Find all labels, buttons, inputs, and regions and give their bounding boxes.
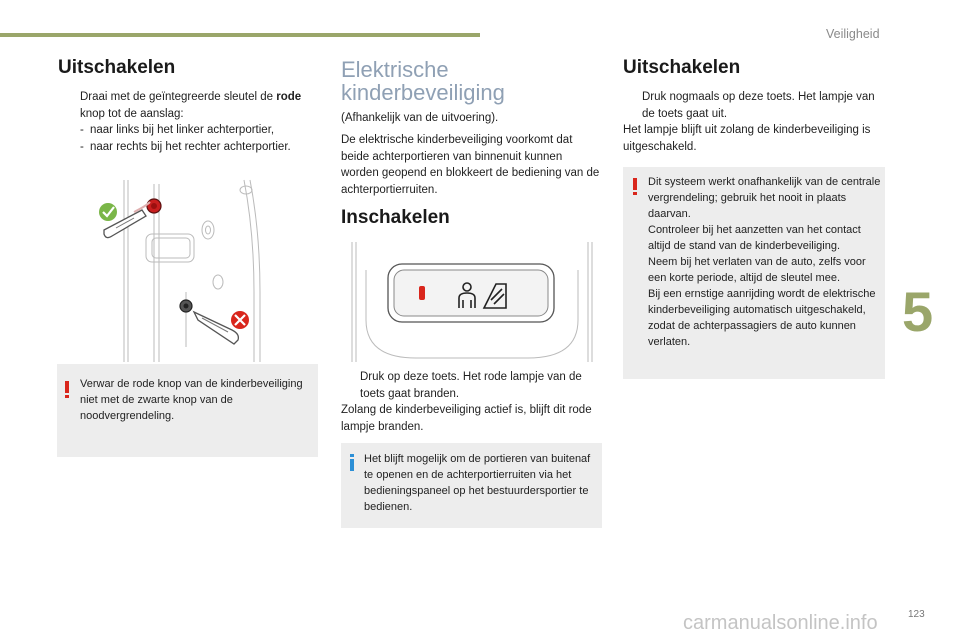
col2-info-box: [341, 443, 602, 528]
col3-after-step: Het lampje blijft uit zolang de kinderbeveiliging is uitgeschakeld.: [623, 124, 871, 153]
col1-step: Draai met de geïntegreerde sleutel de rode knop tot de aanslag: - naar links bij het linker achterportier, - naar rechts bij het rechter achterportier.: [61, 89, 319, 155]
check-icon: [99, 203, 117, 221]
col1-warning-box: [57, 364, 318, 457]
col3-warning-box: [623, 167, 885, 379]
col3-step: Druk nogmaals op deze toets. Het lampje van de toets gaat uit.: [642, 91, 875, 120]
col3-heading: Uitschakelen: [623, 57, 741, 78]
sub-item: - naar links bij het linker achterportier,: [80, 124, 275, 136]
warning-icon: [633, 178, 637, 195]
col2-after-step: Zolang de kinderbeveiliging actief is, blijft dit rode lampje branden.: [341, 404, 592, 433]
watermark: carmanualsonline.info: [683, 612, 878, 634]
col2-title: Elektrische kinderbeveiliging: [341, 57, 505, 105]
col3-warning-text: Dit systeem werkt onafhankelijk van de centrale vergrendeling; gebruik het nooit in plaats daarvan. Controleer bij het aanzetten van het contact altijd de stand van de kinderbeveiliging. Neem bij het verlaten van de auto, zelfs voor een korte periode, altijd de sleutel mee. Bij een ernstige aanrijding wordt de elektrische kinderbeveiliging automatisch uitgeschakeld, zodat de achterpassagiers de auto kunnen verlaten.: [648, 176, 881, 348]
col1-heading: Uitschakelen: [58, 57, 176, 78]
black-knob-key: [180, 300, 238, 344]
col2-description: De elektrische kinderbeveiliging voorkomt dat beide achterportieren van binnenuit kunnen worden geopend en blokkeert de bediening van de achterportierruiten.: [341, 134, 600, 196]
col1-warning-text: Verwar de rode knop van de kinderbeveiliging niet met de zwarte knop van de noodvergrendeling.: [80, 378, 303, 422]
col2-heading: Inschakelen: [341, 207, 450, 228]
warning-icon: [65, 381, 69, 398]
page-number: 123: [908, 609, 925, 620]
col2-intro: (Afhankelijk van de uitvoering).: [341, 112, 499, 124]
child-lock-switch-illustration: [346, 240, 598, 362]
header-accent-bar: [0, 33, 480, 37]
cross-icon: [231, 311, 249, 329]
info-icon: [350, 454, 354, 471]
sub-item: - naar rechts bij het rechter achterportier.: [80, 140, 291, 153]
section-label: Veiligheid: [826, 27, 880, 41]
col2-info-text: Het blijft mogelijk om de portieren van buitenaf te openen en de achterportierruiten via het bedieningspaneel op het bestuurdersportier te bedienen.: [364, 453, 591, 513]
col2-step: Druk op deze toets. Het rode lampje van de toets gaat branden.: [360, 371, 582, 400]
red-indicator-lamp: [419, 286, 425, 300]
chapter-number: 5: [902, 280, 934, 343]
door-lock-illustration: [94, 172, 284, 362]
